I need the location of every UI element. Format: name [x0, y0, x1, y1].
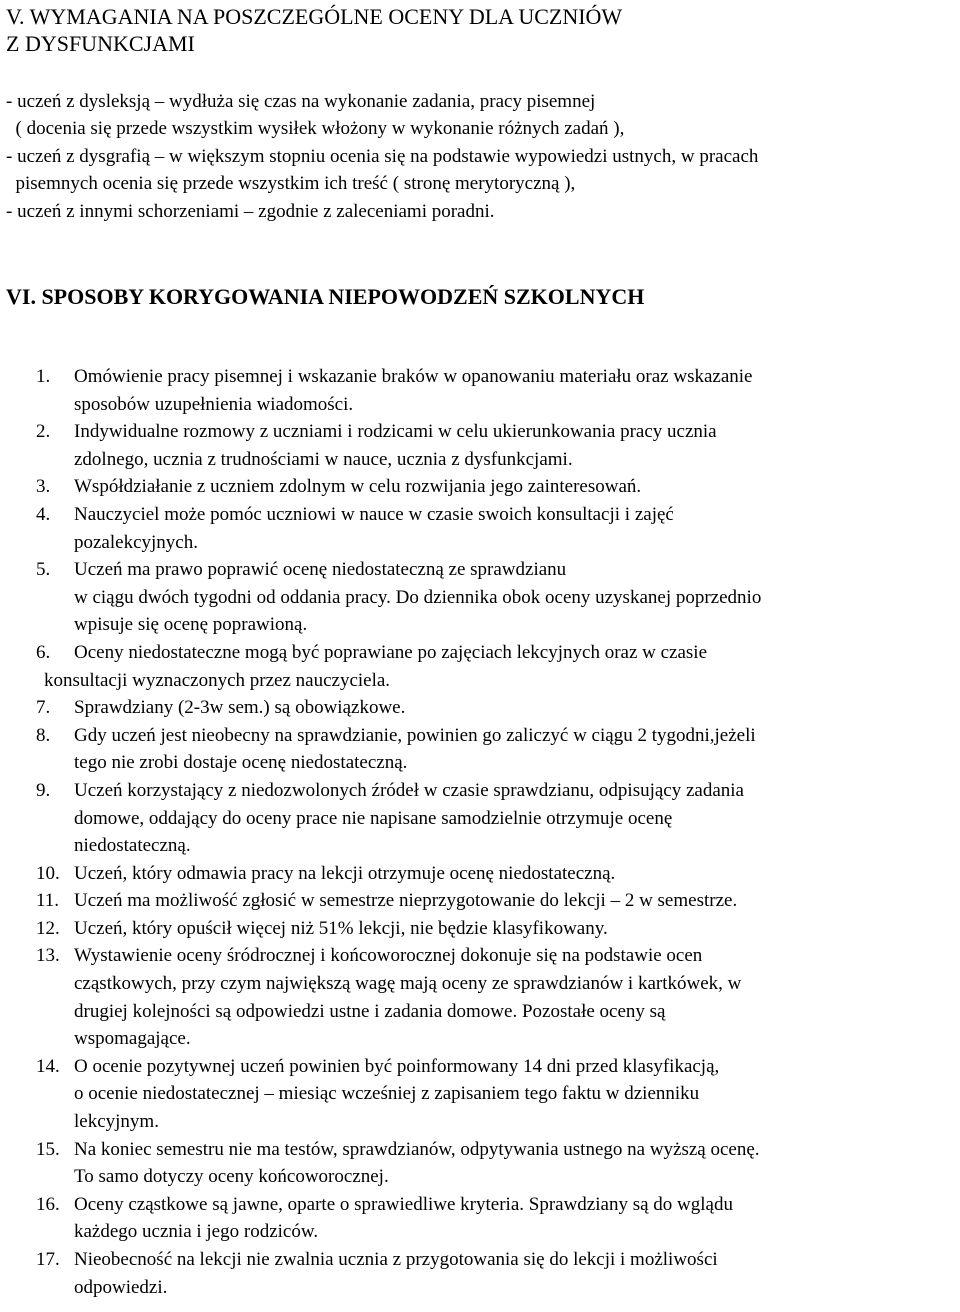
- list-item-number: 12.: [36, 917, 60, 939]
- list-item-text: [74, 418, 960, 473]
- list-item-text: [74, 473, 960, 501]
- list-item-number: 13.: [36, 945, 60, 967]
- list-item-number: 10.: [36, 862, 60, 884]
- list-item-number: 14.: [36, 1055, 60, 1077]
- list-item-line: pozalekcyjnych.: [74, 531, 198, 553]
- list-item-line: Wystawienie oceny śródrocznej i końcoworocznej dokonuje się na podstawie ocen: [74, 945, 703, 967]
- list-item-text: [74, 1136, 960, 1191]
- list-item-number: 11.: [36, 890, 60, 912]
- section-5-heading-line-2: Z DYSFUNKCJAMI: [6, 31, 195, 56]
- list-item: [36, 694, 960, 722]
- section-5-heading-line-1: V. WYMAGANIA NA POSZCZEGÓLNE OCENY DLA UCZNIÓW: [6, 4, 623, 29]
- list-item-text: [74, 722, 960, 777]
- list-item-text: [74, 777, 960, 860]
- section-6-heading: VI. SPOSOBY KORYGOWANIA NIEPOWODZEŃ SZKOLNYCH: [6, 284, 645, 309]
- list-item-line: Uczeń, który odmawia pracy na lekcji otrzymuje ocenę niedostateczną.: [74, 862, 616, 884]
- list-item: [36, 860, 960, 888]
- list-item-line: domowe, oddający do oceny prace nie napisane samodzielnie otrzymuje ocenę: [74, 807, 673, 829]
- list-item-line: niedostateczną.: [74, 835, 191, 857]
- list-item-text: [74, 694, 960, 722]
- list-item-line: sposobów uzupełnienia wiadomości.: [74, 393, 354, 415]
- list-item: [36, 1136, 960, 1191]
- list-item-line: Nauczyciel może pomóc uczniowi w nauce w czasie swoich konsultacji i zajęć: [74, 503, 674, 525]
- section-5-line: ( docenia się przede wszystkim wysiłek włożony w wykonanie różnych zadań ),: [6, 118, 625, 140]
- list-item-text: [74, 860, 960, 888]
- list-item-line: konsultacji wyznaczonych przez nauczyciela.: [44, 669, 391, 691]
- list-item: [36, 722, 960, 777]
- list-item-line: Uczeń ma prawo poprawić ocenę niedostateczną ze sprawdzianu: [74, 559, 567, 581]
- list-item-line: w ciągu dwóch tygodni od oddania pracy. Do dziennika obok oceny uzyskanej poprzednio: [74, 586, 762, 608]
- list-item: [36, 942, 960, 1052]
- list-item: [36, 1053, 960, 1136]
- list-item-text: [74, 556, 960, 639]
- list-item: [36, 1191, 960, 1246]
- list-item-line: Na koniec semestru nie ma testów, sprawdzianów, odpytywania ustnego na wyższą ocenę.: [74, 1138, 760, 1160]
- list-item-number: 4.: [36, 503, 51, 525]
- list-item-text: [74, 363, 960, 418]
- list-item-number: 7.: [36, 697, 51, 719]
- list-item: [36, 501, 960, 556]
- list-item-line: zdolnego, ucznia z trudnościami w nauce, ucznia z dysfunkcjami.: [74, 448, 573, 470]
- list-item-line: To samo dotyczy oceny końcoworocznej.: [74, 1166, 389, 1188]
- list-item: [36, 473, 960, 501]
- section-5-line: - uczeń z innymi schorzeniami – zgodnie z zaleceniami poradni.: [6, 200, 495, 222]
- list-item-line: lekcyjnym.: [74, 1111, 159, 1133]
- list-item-text: [74, 1191, 960, 1246]
- list-item-number: 9.: [36, 779, 51, 801]
- list-item: [36, 887, 960, 915]
- list-item-line: Uczeń, który opuścił więcej niż 51% lekcji, nie będzie klasyfikowany.: [74, 917, 608, 939]
- list-item-text: [74, 887, 960, 915]
- list-item-text: [74, 915, 960, 943]
- list-item-line: każdego ucznia i jego rodziców.: [74, 1221, 319, 1243]
- list-item-number: 1.: [36, 366, 51, 387]
- list-item-line: Indywidualne rozmowy z uczniami i rodzicami w celu ukierunkowania pracy ucznia: [74, 421, 717, 443]
- list-item-line: drugiej kolejności są odpowiedzi ustne i zadania domowe. Pozostałe oceny są: [74, 1000, 666, 1022]
- list-item: [36, 915, 960, 943]
- list-item-number: 5.: [36, 559, 51, 581]
- section-5-body: [6, 88, 960, 225]
- list-item: [36, 1246, 960, 1301]
- section-5-line: pisemnych ocenia się przede wszystkim ich treść ( stronę merytoryczną ),: [6, 173, 576, 195]
- list-item-line: Uczeń korzystający z niedozwolonych źródeł w czasie sprawdzianu, odpisujący zadania: [74, 779, 744, 801]
- list-item-number: 3.: [36, 476, 51, 498]
- list-item-line: wpisuje się ocenę poprawioną.: [74, 614, 308, 636]
- list-item-line: Gdy uczeń jest nieobecny na sprawdzianie, powinien go zaliczyć w ciągu 2 tygodni,jeżeli: [74, 724, 756, 746]
- list-item-line: Oceny niedostateczne mogą być poprawiane po zajęciach lekcyjnych oraz w czasie: [74, 641, 708, 663]
- list-item-line: odpowiedzi.: [74, 1276, 168, 1298]
- section-5-line: - uczeń z dysgrafią – w większym stopniu ocenia się na podstawie wypowiedzi ustnych, w pracach: [6, 145, 759, 167]
- list-item-line: Sprawdziany (2-3w sem.) są obowiązkowe.: [74, 697, 406, 719]
- section-5-line: - uczeń z dysleksją – wydłuża się czas na wykonanie zadania, pracy pisemnej: [6, 91, 596, 112]
- list-item: [36, 418, 960, 473]
- list-item-line: Oceny cząstkowe są jawne, oparte o sprawiedliwe kryteria. Sprawdziany są do wglądu: [74, 1193, 733, 1215]
- list-item-line: tego nie zrobi dostaje ocenę niedostateczną.: [74, 752, 408, 774]
- list-item: [36, 777, 960, 860]
- list-item-number: 8.: [36, 724, 51, 746]
- list-item-text: [74, 942, 960, 1052]
- list-item-number: 15.: [36, 1138, 60, 1160]
- list-item-text: [44, 639, 960, 694]
- list-item-text: [74, 501, 960, 556]
- list-item-text: [74, 1053, 960, 1136]
- list-item-number: 6.: [36, 641, 51, 663]
- list-item: [36, 556, 960, 639]
- list-item-line: O ocenie pozytywnej uczeń powinien być poinformowany 14 dni przed klasyfikacją,: [74, 1055, 720, 1077]
- list-item-line: cząstkowych, przy czym największą wagę mają oceny ze sprawdzianów i kartkówek, w: [74, 973, 742, 995]
- list-item-number: 16.: [36, 1193, 60, 1215]
- list-item-number: 2.: [36, 421, 51, 443]
- list-item-line: wspomagające.: [74, 1028, 191, 1050]
- section-6-list: [36, 363, 960, 1301]
- list-item: [36, 363, 960, 418]
- list-item-line: Nieobecność na lekcji nie zwalnia ucznia z przygotowania się do lekcji i możliwości: [74, 1249, 718, 1270]
- list-item-line: o ocenie niedostatecznej – miesiąc wcześniej z zapisaniem tego faktu w dzienniku: [74, 1083, 700, 1105]
- list-item-line: Uczeń ma możliwość zgłosić w semestrze nieprzygotowanie do lekcji – 2 w semestrze.: [74, 890, 738, 912]
- list-item: [36, 639, 960, 694]
- list-item-line: Omówienie pracy pisemnej i wskazanie braków w opanowaniu materiału oraz wskazanie: [74, 366, 753, 387]
- list-item-line: Współdziałanie z uczniem zdolnym w celu rozwijania jego zainteresowań.: [74, 476, 642, 498]
- list-item-number: 17.: [36, 1249, 60, 1270]
- list-item-text: [74, 1246, 960, 1301]
- section-5-heading: [6, 3, 766, 57]
